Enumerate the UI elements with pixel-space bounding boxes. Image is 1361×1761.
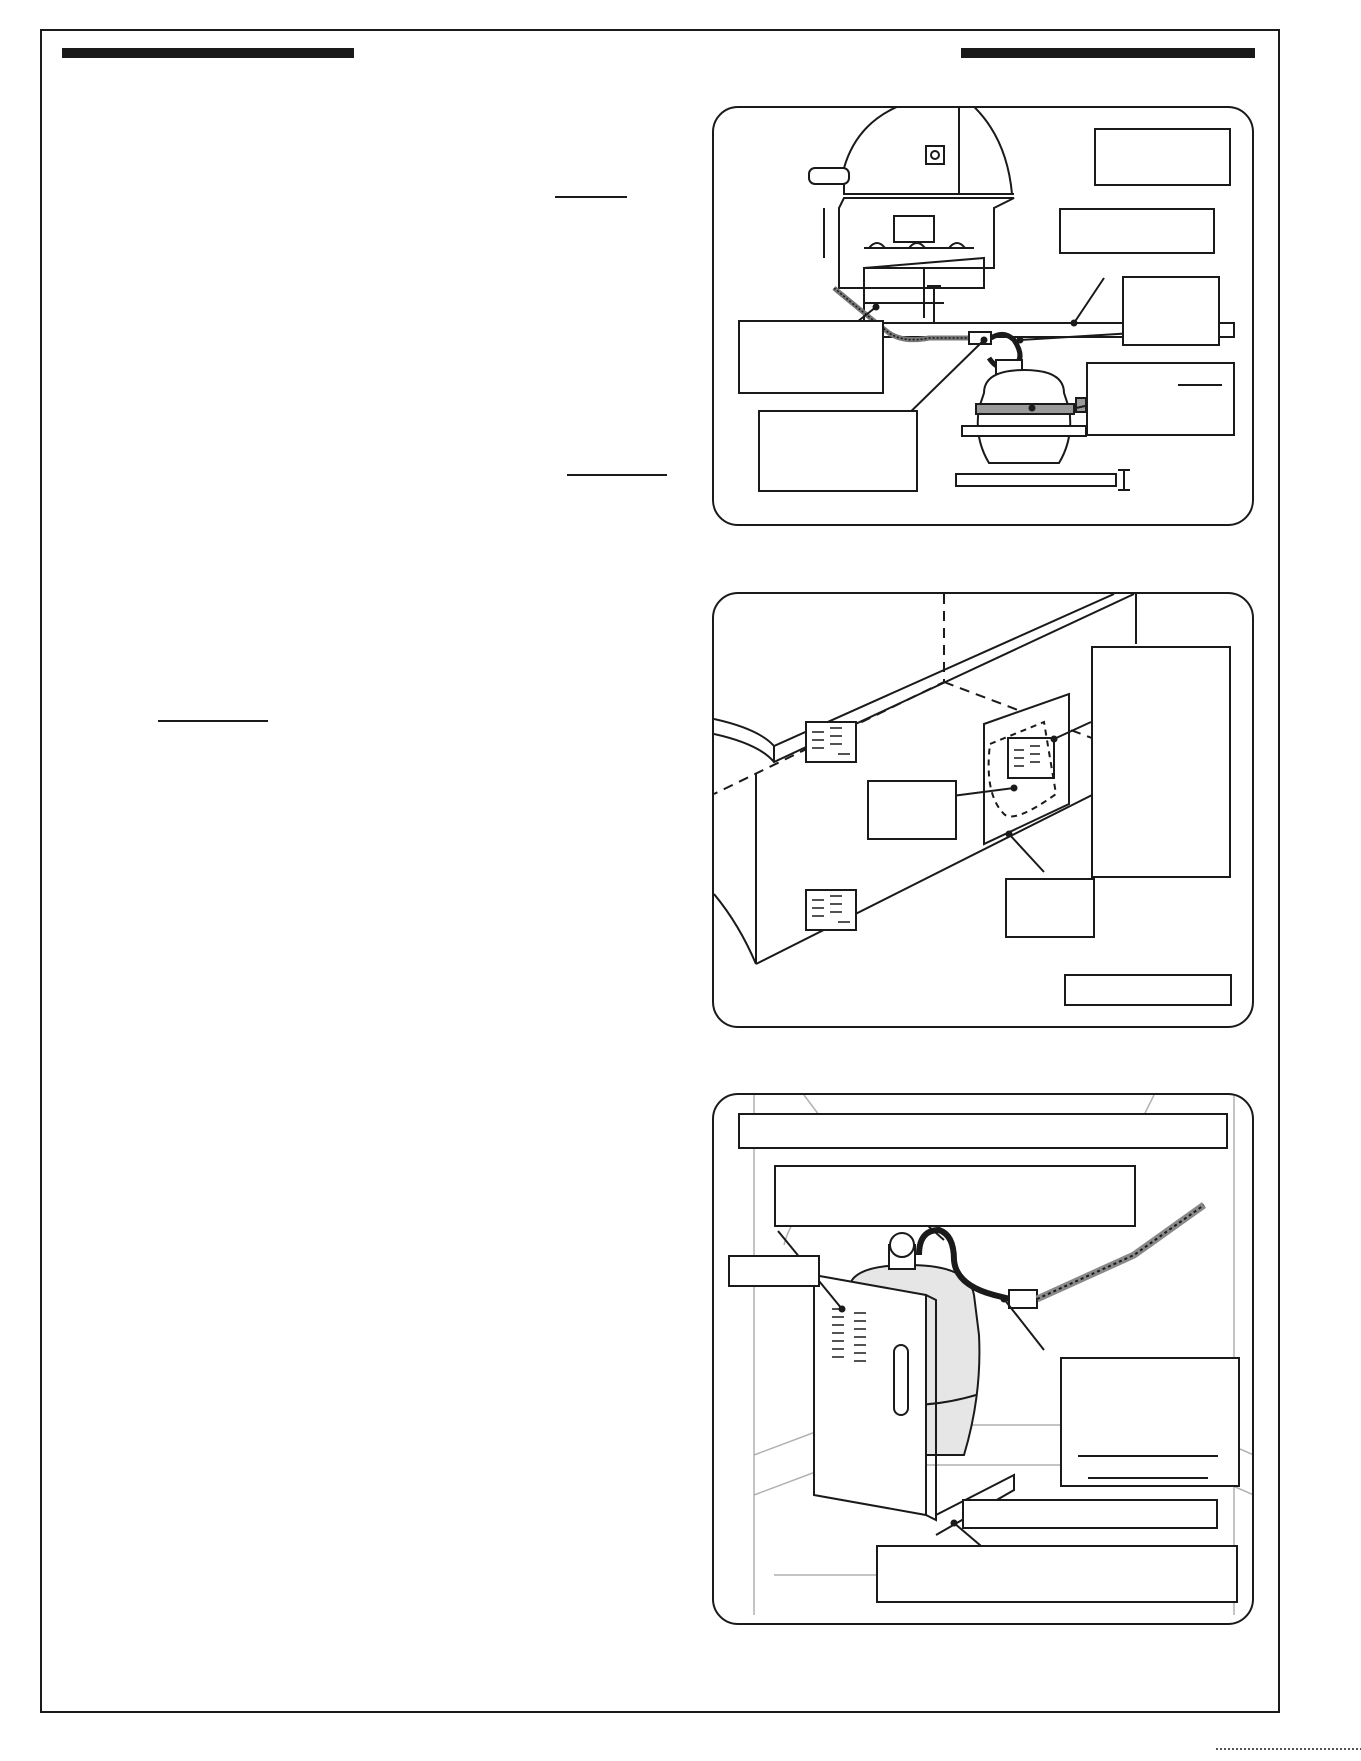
callout-box-14: [1060, 1357, 1240, 1487]
callout-box-9: [1005, 878, 1095, 938]
callout-box-6: [758, 410, 918, 492]
callout-box-1: [1094, 128, 1231, 186]
callout-box-5: [738, 320, 884, 394]
callout-box-2: [1059, 208, 1215, 254]
callout-box-10: [1064, 974, 1232, 1006]
callout-box-8: [867, 780, 957, 840]
footer-mark: [1216, 1748, 1361, 1750]
callout-box-13: [728, 1255, 820, 1287]
figure-cabinet-access-door-view: [712, 592, 1254, 1028]
figure-grill-tank-side-view: [712, 106, 1254, 526]
text-underline-1: [555, 196, 627, 198]
callout-box-15: [962, 1499, 1218, 1529]
callout-box-7: [1091, 646, 1231, 878]
text-underline-2: [567, 474, 667, 476]
figure-tank-door-install-view: [712, 1093, 1254, 1625]
left-header-bar: [62, 48, 354, 58]
callout-box-3: [1122, 276, 1220, 346]
callout-box-4: [1086, 362, 1235, 436]
text-underline-3: [158, 720, 268, 722]
right-header-bar: [961, 48, 1255, 58]
callout-box-11: [738, 1113, 1228, 1149]
callout-box-16: [876, 1545, 1238, 1603]
callout-box-12: [774, 1165, 1136, 1227]
